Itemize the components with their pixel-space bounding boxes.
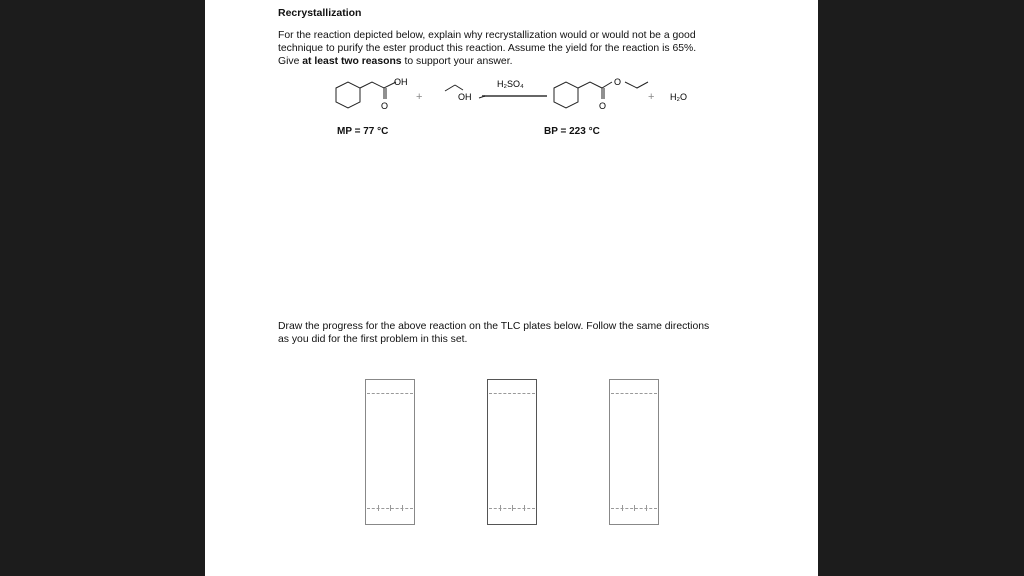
plus: + [416, 91, 423, 103]
bp-label: BP = 223 °C [544, 126, 600, 137]
benzene-ring-1 [336, 82, 360, 108]
document-page [205, 0, 818, 576]
oh-label: OH [458, 92, 472, 102]
o-label: O [599, 101, 607, 111]
plus: + [648, 91, 655, 103]
q2-line: as you did for the first problem in this set. [278, 334, 468, 345]
q1-text: Give [278, 56, 303, 67]
q1-line: For the reaction depicted below, explain why recrystallization would or would not be a good [278, 30, 696, 41]
question-2 [278, 320, 709, 346]
tlc-plate[interactable] [487, 379, 537, 525]
lane-mark [500, 505, 501, 511]
q1-bold: at least two reasons [302, 56, 402, 67]
lane-mark [512, 505, 513, 511]
q2-line: Draw the progress for the above reaction on the TLC plates below. Follow the same directions [278, 321, 710, 332]
mp-label: MP = 77 °C [337, 126, 389, 137]
lane-mark [622, 505, 623, 511]
o-label: O [381, 101, 389, 111]
question-1 [278, 29, 696, 68]
lane-mark [524, 505, 525, 511]
solvent-front [367, 393, 413, 394]
water-label: H₂O [670, 92, 687, 102]
section-title: Recrystallization [278, 7, 362, 19]
q1-line: technique to purify the ester product this reaction. Assume the yield for the reaction is 65%. [278, 43, 697, 54]
benzene-ring-2 [554, 82, 578, 108]
tlc-plate[interactable] [609, 379, 659, 525]
catalyst-label: H₂SO₄ [497, 79, 524, 89]
solvent-front [611, 393, 657, 394]
o-label: O [614, 77, 622, 87]
reaction-scheme [205, 70, 818, 145]
lane-mark [402, 505, 403, 511]
lane-mark [390, 505, 391, 511]
q1-text: to support your answer. [401, 56, 513, 67]
oh-label: OH [394, 77, 408, 87]
lane-mark [634, 505, 635, 511]
solvent-front [489, 393, 535, 394]
lane-mark [646, 505, 647, 511]
tlc-plate[interactable] [365, 379, 415, 525]
lane-mark [378, 505, 379, 511]
